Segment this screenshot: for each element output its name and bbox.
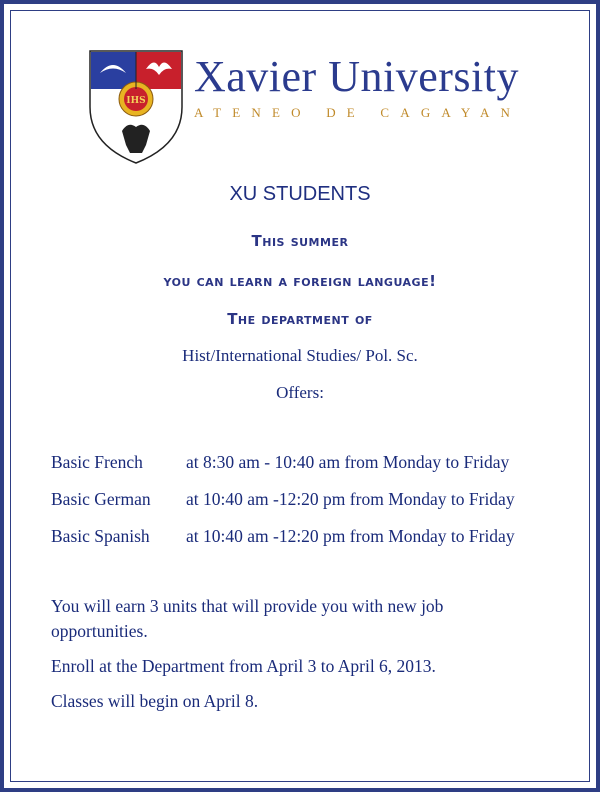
learn-language-line: you can learn a foreign language! [163,272,437,290]
course-name: Basic Spanish [51,526,150,546]
this-summer-line: This summer [251,232,349,250]
department-of-line: The department of [227,310,373,328]
notes-section [51,594,541,724]
course-schedule: at 8:30 am - 10:40 am from Monday to Friday [186,452,510,472]
university-seal-icon [86,47,186,167]
university-name: Xavier University [194,52,519,101]
seal-monogram: IHS [126,96,146,106]
course-name: Basic French [51,452,143,472]
units-note: You will earn 3 units that will provide you with new job opportunities. [51,596,444,641]
university-subtitle: ATENEO DE CAGAYAN [194,105,522,120]
offers-label: Offers: [276,383,324,402]
course-schedule: at 10:40 am -12:20 pm from Monday to Friday [186,526,515,546]
course-name: Basic German [51,489,151,509]
university-logo [86,47,522,167]
heading-xu-students: XU STUDENTS [229,183,371,205]
department-name: Hist/International Studies/ Pol. Sc. [182,346,418,365]
course-schedule: at 10:40 am -12:20 pm from Monday to Friday [186,489,515,509]
classes-start-note: Classes will begin on April 8. [51,691,259,711]
enrollment-note: Enroll at the Department from April 3 to April 6, 2013. [51,656,436,676]
logo-wordmark [194,52,522,121]
